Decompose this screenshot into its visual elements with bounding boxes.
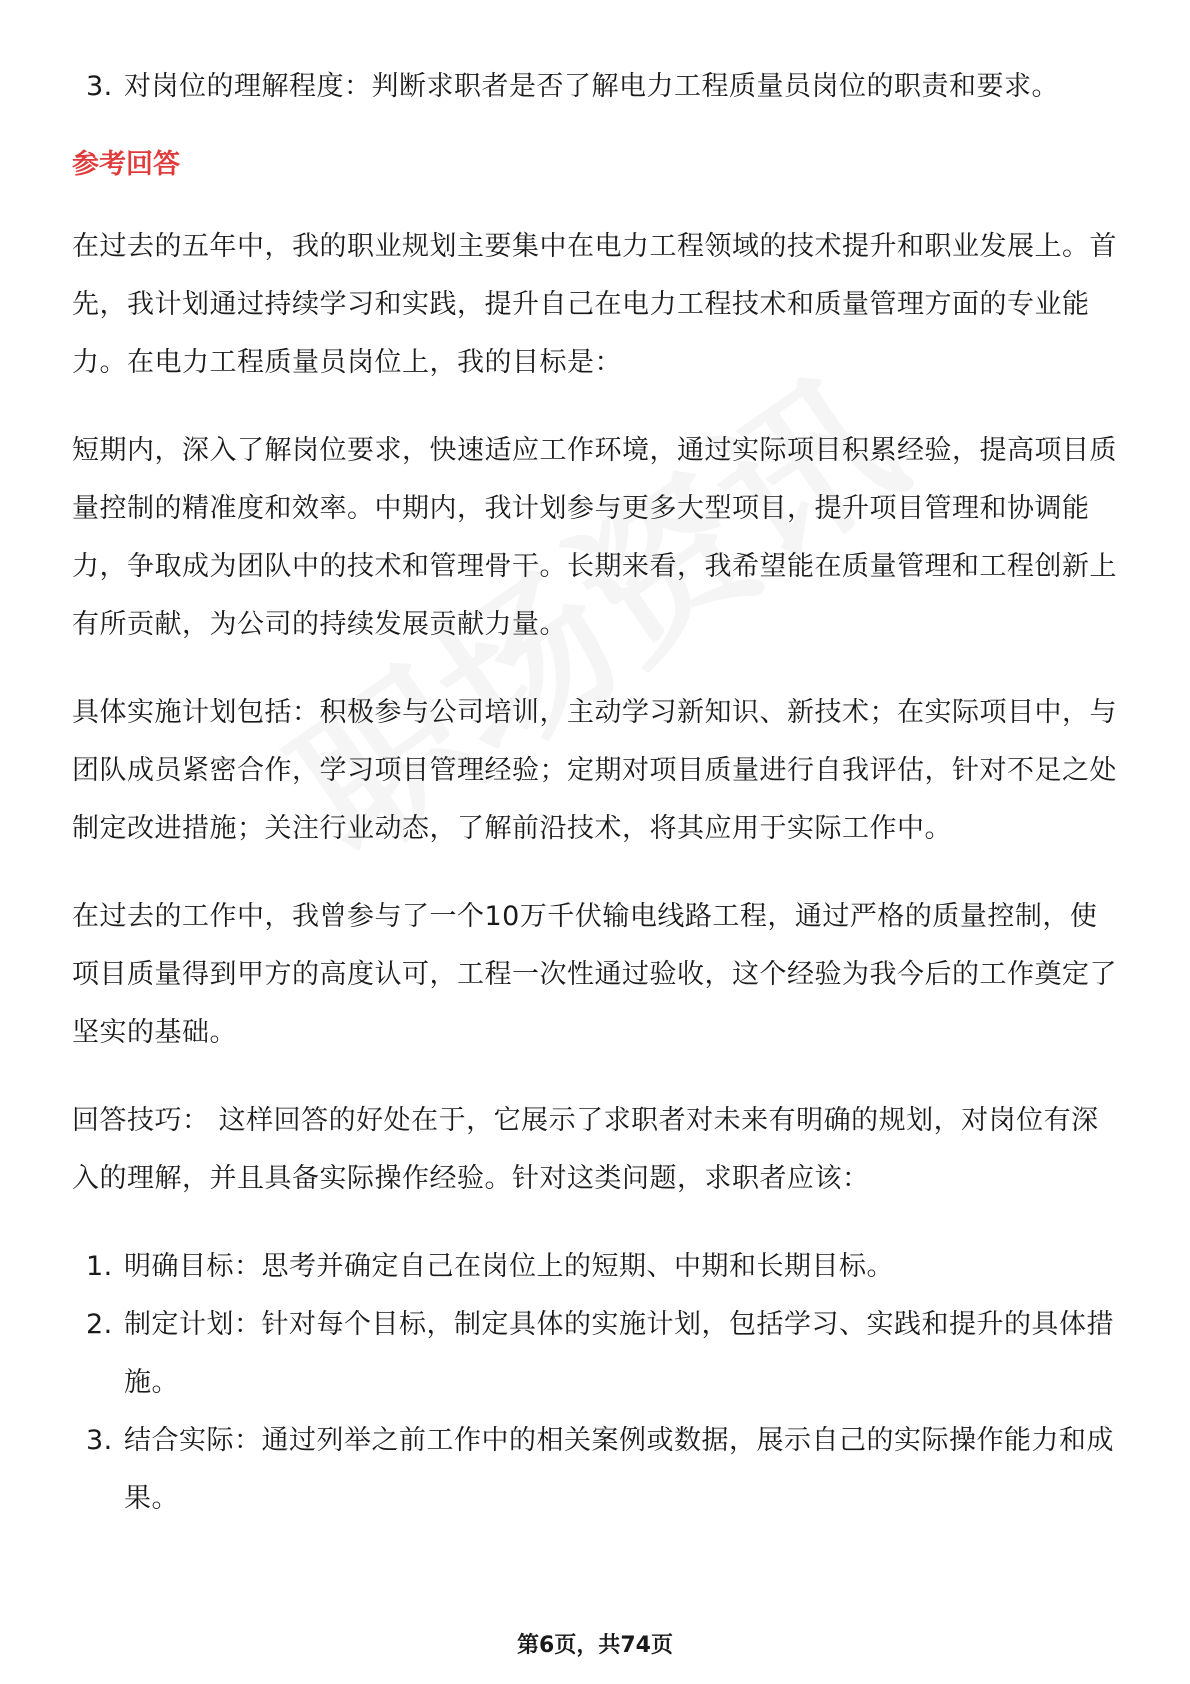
tip-item-3 bbox=[72, 1412, 1122, 1528]
list-text: 明确目标：思考并确定自己在岗位上的短期、中期和长期目标。 bbox=[124, 1251, 894, 1282]
page-content bbox=[72, 58, 1122, 1558]
list-text: 结合实际：通过列举之前工作中的相关案例或数据，展示自己的实际操作能力和成果。 bbox=[124, 1425, 1114, 1514]
list-number: 3. bbox=[86, 71, 113, 102]
page-footer: 第6页，共74页 bbox=[517, 1633, 673, 1658]
answer-paragraph-2: 短期内，深入了解岗位要求，快速适应工作环境，通过实际项目积累经验，提高项目质量控制的精准度和效率。中期内，我计划参与更多大型项目，提升项目管理和协调能力，争取成为团队中的技术和管理骨干。长期来看，我希望能在质量管理和工程创新上有所贡献，为公司的持续发展贡献力量。 bbox=[72, 435, 1117, 640]
list-number: 3. bbox=[86, 1425, 113, 1456]
tips-intro-paragraph: 回答技巧： 这样回答的好处在于，它展示了求职者对未来有明确的规划，对岗位有深入的理解，并且具备实际操作经验。针对这类问题，求职者应该： bbox=[72, 1105, 1099, 1194]
list-number: 2. bbox=[86, 1309, 113, 1340]
list-text: 制定计划：针对每个目标，制定具体的实施计划，包括学习、实践和提升的具体措施。 bbox=[124, 1309, 1114, 1398]
answer-paragraph-4: 在过去的工作中，我曾参与了一个10万千伏输电线路工程，通过严格的质量控制，使项目质量得到甲方的高度认可，工程一次性通过验收，这个经验为我今后的工作奠定了坚实的基础。 bbox=[72, 901, 1117, 1048]
list-number: 1. bbox=[86, 1251, 113, 1282]
tips-list bbox=[72, 1238, 1122, 1528]
answer-paragraph-1: 在过去的五年中，我的职业规划主要集中在电力工程领域的技术提升和职业发展上。首先，我计划通过持续学习和实践，提升自己在电力工程技术和质量管理方面的专业能力。在电力工程质量员岗位上，我的目标是： bbox=[72, 231, 1117, 378]
tip-item-1 bbox=[72, 1238, 1122, 1296]
tip-item-2 bbox=[72, 1296, 1122, 1412]
criteria-item-3 bbox=[72, 58, 1122, 116]
list-text: 对岗位的理解程度：判断求职者是否了解电力工程质量员岗位的职责和要求。 bbox=[124, 71, 1059, 102]
answer-paragraph-3: 具体实施计划包括：积极参与公司培训，主动学习新知识、新技术；在实际项目中，与团队成员紧密合作，学习项目管理经验；定期对项目质量进行自我评估，针对不足之处制定改进措施；关注行业动态，了解前沿技术，将其应用于实际工作中。 bbox=[72, 697, 1117, 844]
section-heading: 参考回答 bbox=[72, 149, 180, 180]
